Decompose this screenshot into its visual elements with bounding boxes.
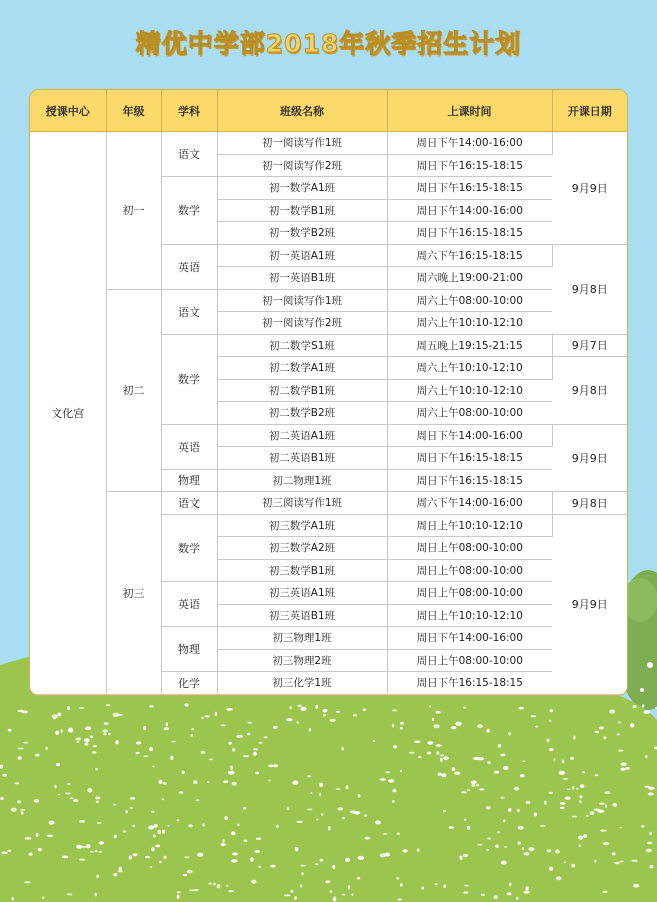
center-cell: 文化宫: [30, 132, 106, 695]
subject-cell: 英语: [161, 582, 217, 627]
class-name-cell: 初一数学B1班: [217, 199, 387, 222]
class-name-cell: 初三数学A1班: [217, 514, 387, 537]
class-name-cell: 初二物理1班: [217, 469, 387, 492]
subject-cell: 数学: [161, 177, 217, 245]
class-time-cell: 周六上午08:00-10:00: [387, 289, 552, 312]
class-name-cell: 初二数学B2班: [217, 402, 387, 425]
class-name-cell: 初三物理1班: [217, 627, 387, 650]
class-time-cell: 周日上午10:10-12:10: [387, 604, 552, 627]
class-time-cell: 周五晚上19:15-21:15: [387, 334, 552, 357]
class-time-cell: 周日下午16:15-18:15: [387, 469, 552, 492]
class-name-cell: 初三物理2班: [217, 649, 387, 672]
header-center: 授课中心: [30, 90, 106, 132]
header-start-date: 开课日期: [552, 90, 627, 132]
class-name-cell: 初三阅读写作1班: [217, 492, 387, 515]
start-date-cell: 9月8日: [552, 357, 627, 425]
start-date-cell: 9月8日: [552, 244, 627, 334]
class-time-cell: 周日下午14:00-16:00: [387, 132, 552, 155]
class-name-cell: 初一阅读写作1班: [217, 289, 387, 312]
class-time-cell: 周六上午10:10-12:10: [387, 379, 552, 402]
class-name-cell: 初三英语B1班: [217, 604, 387, 627]
class-time-cell: 周六上午10:10-12:10: [387, 357, 552, 380]
subject-cell: 英语: [161, 424, 217, 469]
class-name-cell: 初一阅读写作2班: [217, 312, 387, 335]
header-subject: 学科: [161, 90, 217, 132]
start-date-cell: 9月9日: [552, 132, 627, 245]
class-time-cell: 周日下午16:15-18:15: [387, 222, 552, 245]
class-time-cell: 周日下午16:15-18:15: [387, 447, 552, 470]
class-time-cell: 周日上午10:10-12:10: [387, 514, 552, 537]
class-time-cell: 周日下午14:00-16:00: [387, 627, 552, 650]
class-time-cell: 周日下午16:15-18:15: [387, 177, 552, 200]
subject-cell: 语文: [161, 289, 217, 334]
start-date-cell: 9月9日: [552, 514, 627, 694]
subject-cell: 数学: [161, 514, 217, 582]
class-time-cell: 周日上午08:00-10:00: [387, 649, 552, 672]
header-class-time: 上课时间: [387, 90, 552, 132]
start-date-cell: 9月7日: [552, 334, 627, 357]
class-name-cell: 初一英语B1班: [217, 267, 387, 290]
class-name-cell: 初一阅读写作2班: [217, 154, 387, 177]
class-name-cell: 初二数学B1班: [217, 379, 387, 402]
page-title: 精优中学部2018年秋季招生计划: [135, 29, 522, 58]
subject-cell: 语文: [161, 492, 217, 515]
class-name-cell: 初一阅读写作1班: [217, 132, 387, 155]
class-name-cell: 初一数学B2班: [217, 222, 387, 245]
start-date-cell: 9月9日: [552, 424, 627, 492]
schedule-table: [30, 90, 627, 695]
subject-cell: 化学: [161, 672, 217, 695]
start-date-cell: 9月8日: [552, 492, 627, 515]
grade-cell: 初二: [106, 289, 161, 492]
class-time-cell: 周六下午14:00-16:00: [387, 492, 552, 515]
class-name-cell: 初二英语A1班: [217, 424, 387, 447]
grade-cell: 初一: [106, 132, 161, 290]
subject-cell: 物理: [161, 627, 217, 672]
class-name-cell: 初三化学1班: [217, 672, 387, 695]
class-name-cell: 初三英语A1班: [217, 582, 387, 605]
table-row: [30, 289, 627, 312]
subject-cell: 物理: [161, 469, 217, 492]
class-name-cell: 初二数学S1班: [217, 334, 387, 357]
class-time-cell: 周日下午14:00-16:00: [387, 424, 552, 447]
class-time-cell: 周六下午16:15-18:15: [387, 244, 552, 267]
class-time-cell: 周日上午08:00-10:00: [387, 559, 552, 582]
class-time-cell: 周六晚上19:00-21:00: [387, 267, 552, 290]
class-name-cell: 初一数学A1班: [217, 177, 387, 200]
class-time-cell: 周日下午16:15-18:15: [387, 672, 552, 695]
schedule-card: [29, 89, 628, 696]
class-name-cell: 初一英语A1班: [217, 244, 387, 267]
class-time-cell: 周日上午08:00-10:00: [387, 537, 552, 560]
subject-cell: 英语: [161, 244, 217, 289]
subject-cell: 数学: [161, 334, 217, 424]
class-time-cell: 周六上午10:10-12:10: [387, 312, 552, 335]
table-row: [30, 132, 627, 155]
subject-cell: 语文: [161, 132, 217, 177]
header-grade: 年级: [106, 90, 161, 132]
header-class-name: 班级名称: [217, 90, 387, 132]
class-name-cell: 初二英语B1班: [217, 447, 387, 470]
class-time-cell: 周六上午08:00-10:00: [387, 402, 552, 425]
class-time-cell: 周日下午16:15-18:15: [387, 154, 552, 177]
class-name-cell: 初三数学A2班: [217, 537, 387, 560]
grade-cell: 初三: [106, 492, 161, 695]
table-row: [30, 492, 627, 515]
class-name-cell: 初二数学A1班: [217, 357, 387, 380]
class-time-cell: 周日上午08:00-10:00: [387, 582, 552, 605]
header-row: [30, 90, 627, 132]
class-name-cell: 初三数学B1班: [217, 559, 387, 582]
class-time-cell: 周日下午14:00-16:00: [387, 199, 552, 222]
